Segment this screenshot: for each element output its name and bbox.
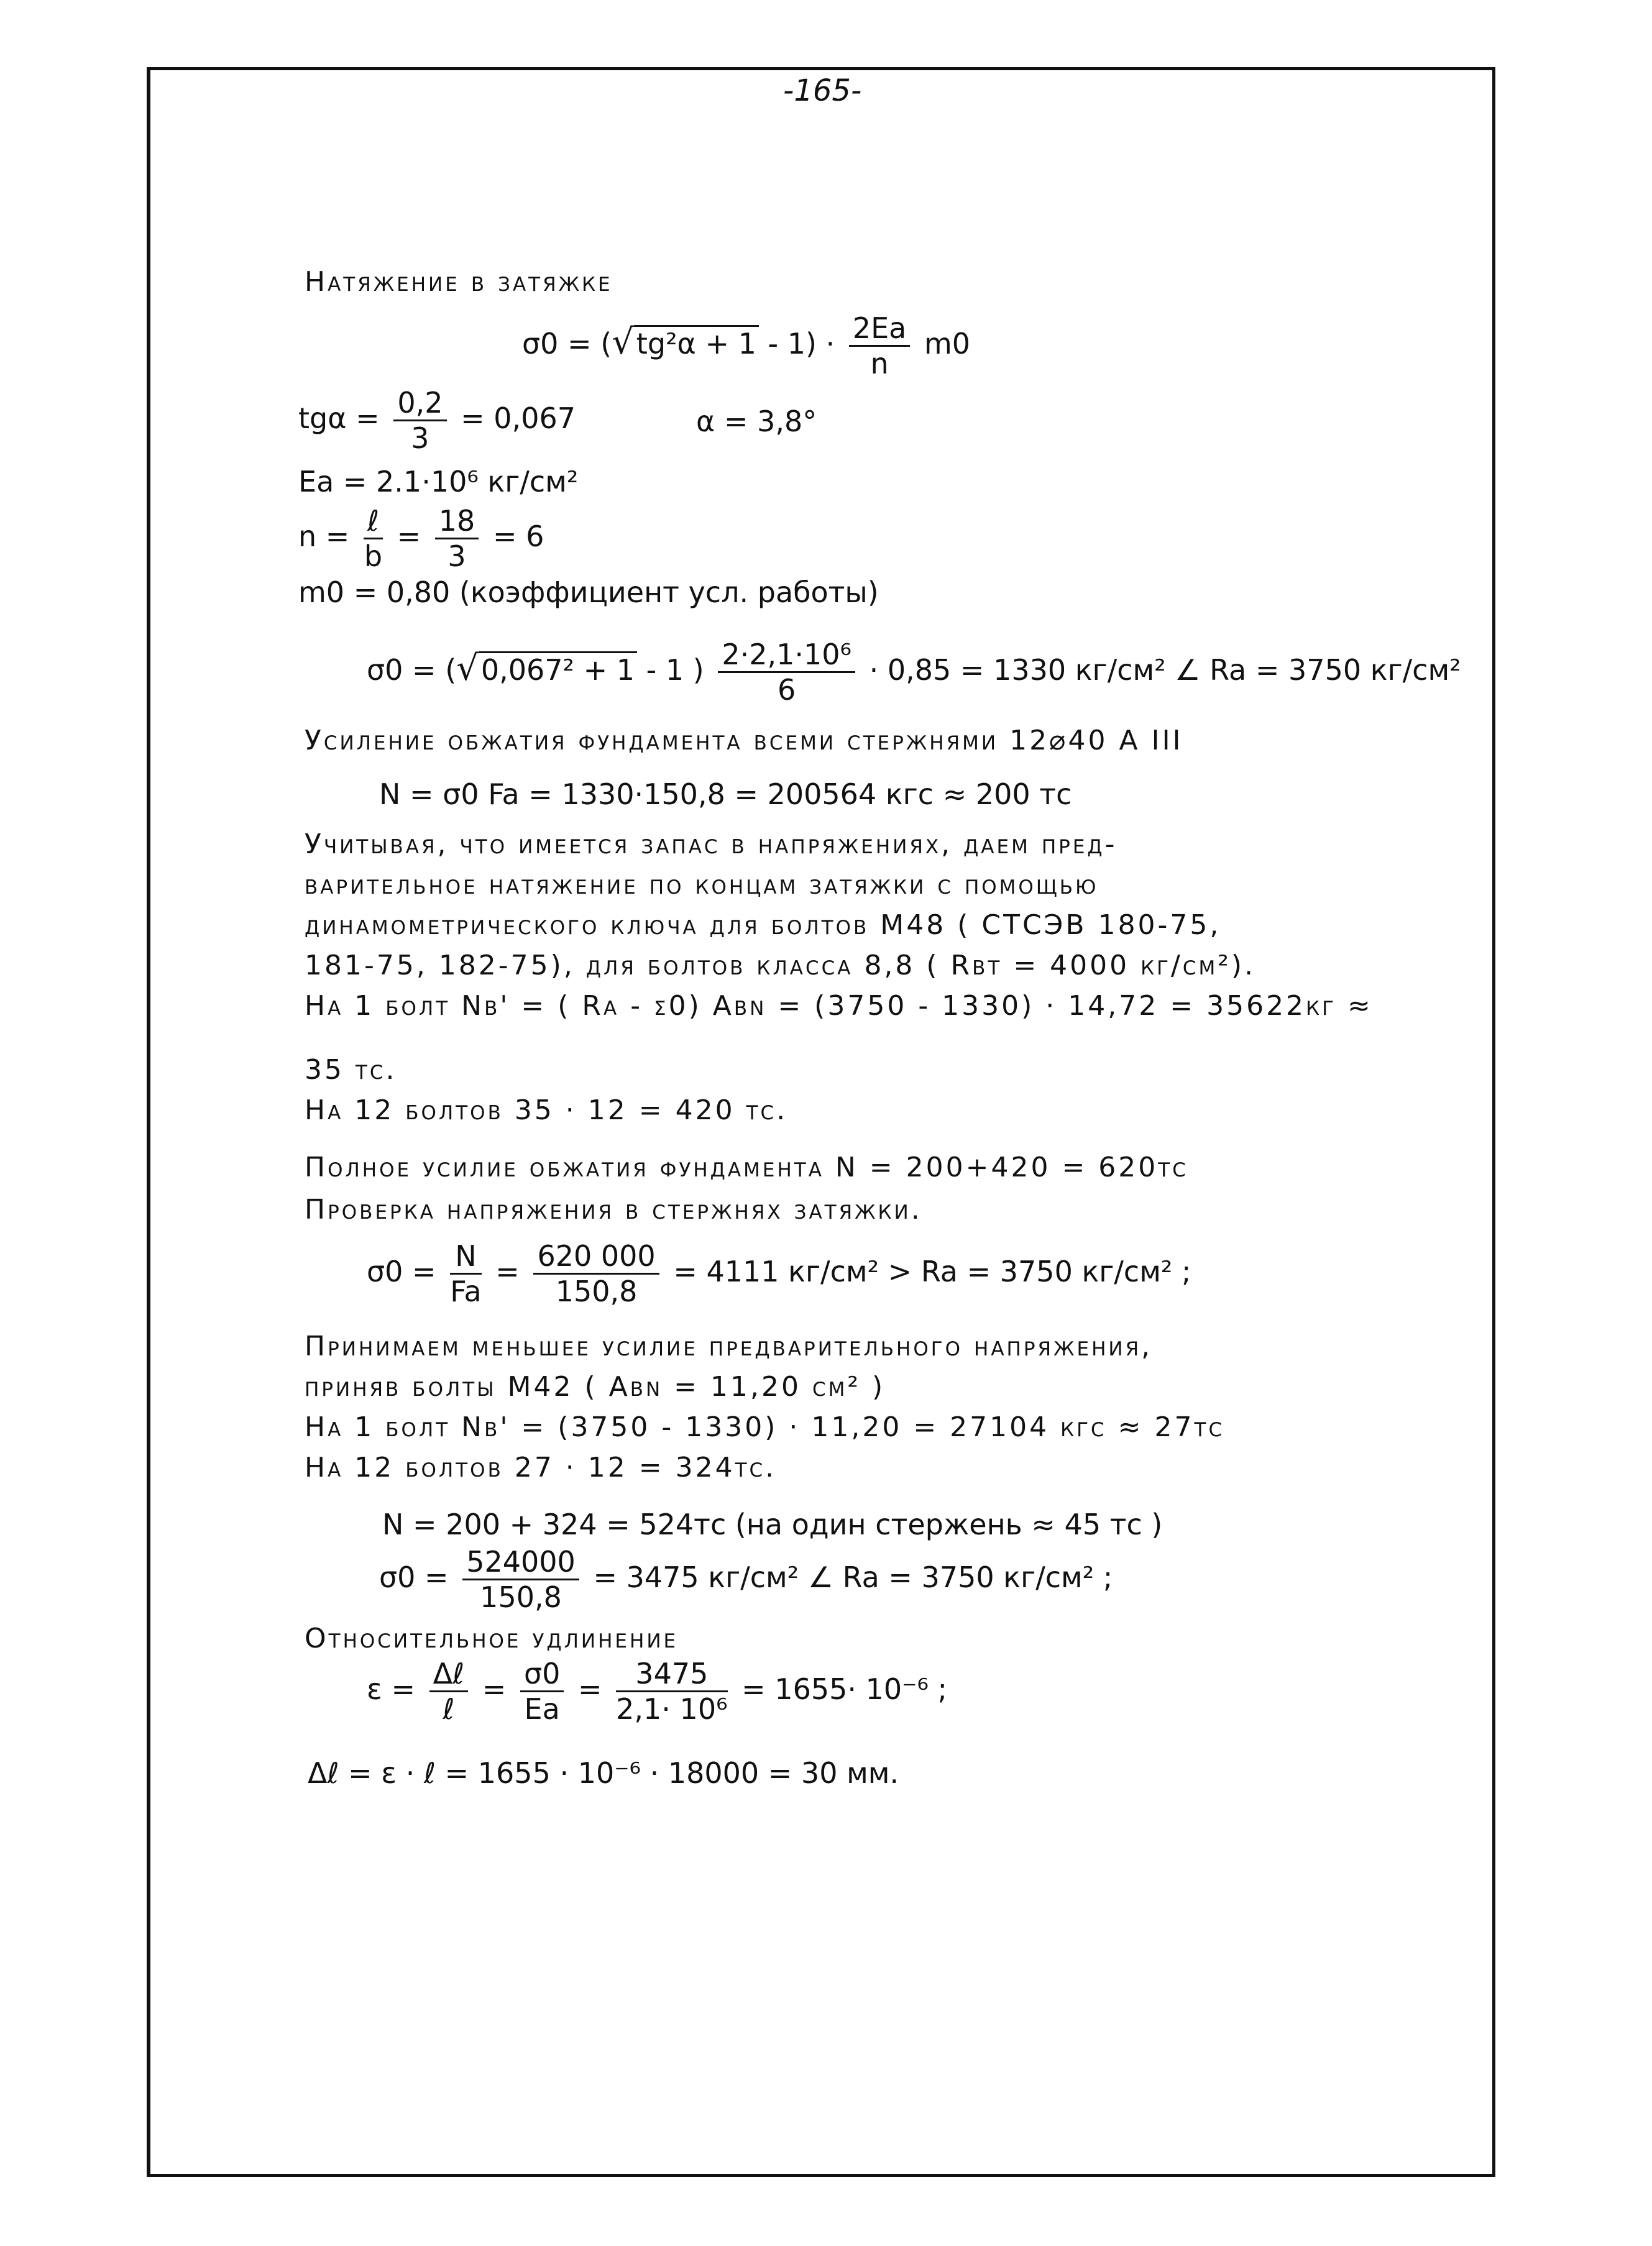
calc-lhs: σ0 = (	[367, 653, 457, 687]
final-num: 524000	[462, 1547, 579, 1580]
calc-radicand: 0,067² + 1	[479, 651, 637, 684]
fraction-den: n	[870, 347, 889, 380]
paragraph-line-4: 181-75, 182-75), для болтов класса 8,8 ( Rbt = 4000 кг/см²).	[305, 950, 1256, 981]
check-lhs: σ0 =	[367, 1255, 436, 1288]
n-fraction-2	[435, 506, 479, 571]
eps-num1: Δℓ	[429, 1659, 468, 1692]
check-rhs: = 4111 кг/см² > Ra = 3750 кг/см² ;	[673, 1255, 1191, 1288]
accept-line-1: Принимаем меньшее усилие предварительного напряжения,	[305, 1331, 1153, 1362]
final-den: 150,8	[480, 1580, 562, 1614]
tg-rhs: = 0,067	[461, 401, 576, 435]
paragraph-line-5: На 1 болт Nb' = ( Ra - σ0) Abn = (3750 - 1330) · 14,72 = 35622кг ≈	[305, 990, 1373, 1022]
accept-line-4: На 12 болтов 27 · 12 = 324тс.	[305, 1452, 777, 1483]
eps-fraction-1	[429, 1657, 468, 1726]
formula-tg-alpha	[298, 386, 576, 455]
tg-num: 0,2	[393, 388, 446, 421]
n-lhs: n =	[298, 520, 350, 553]
total-compression: Полное усилие обжатия фундамента N = 200+420 = 620тс	[305, 1152, 1188, 1183]
bolt-35: 35 тс.	[305, 1054, 397, 1086]
delta-l: Δℓ = ε · ℓ = 1655 · 10⁻⁶ · 18000 = 30 мм.	[308, 1756, 899, 1790]
paragraph-line-2: варительное натяжение по концам затяжки с помощью	[305, 869, 1099, 901]
eps-eq2: =	[577, 1672, 602, 1706]
fraction-num: 2Ea	[849, 314, 911, 347]
formula-lhs: σ0 = (	[522, 327, 612, 360]
formula-mid: - 1) ·	[768, 327, 835, 360]
formula-sigma-calc	[367, 638, 1461, 707]
eps-num3: 3475	[616, 1659, 727, 1692]
check-den1: Fa	[450, 1275, 482, 1308]
check-eq: =	[495, 1255, 520, 1288]
sqrt-icon: √	[456, 648, 479, 689]
page-number: -165-	[783, 73, 862, 108]
n-den1: b	[364, 539, 383, 573]
eps-rhs: = 1655· 10⁻⁶ ;	[741, 1672, 948, 1706]
formula-sigma-final	[379, 1545, 1113, 1614]
formula-fraction	[849, 311, 911, 380]
eps-den1: ℓ	[443, 1692, 455, 1726]
eps-lhs: ε =	[367, 1672, 416, 1706]
bolts-12: На 12 болтов 35 · 12 = 420 тс.	[305, 1094, 788, 1126]
heading-tension: Натяжение в затяжке	[305, 266, 613, 298]
paragraph-line-1: Учитывая, что имеется запас в напряжениях, даем пред-	[305, 828, 1117, 860]
final-fraction	[462, 1545, 579, 1614]
accept-line-3: На 1 болт Nb' = (3750 - 1330) · 11,20 = 27104 кгс ≈ 27тс	[305, 1411, 1225, 1443]
n-force: N = σ0 Fa = 1330·150,8 = 200564 кгс ≈ 200 тс	[379, 777, 1072, 811]
check-fraction-1	[450, 1239, 482, 1308]
eps-eq1: =	[482, 1672, 507, 1706]
elongation-heading: Относительное удлинение	[305, 1623, 679, 1654]
eps-fraction-2	[520, 1657, 564, 1726]
n-rhs: = 6	[492, 520, 544, 553]
alpha-value: α = 3,8°	[696, 405, 817, 438]
calc-rhs: · 0,85 = 1330 кг/см² ∠ Ra = 3750 кг/см²	[869, 653, 1461, 687]
eps-num2: σ0	[520, 1659, 564, 1692]
paragraph-line-3: динамометрического ключа для болтов M48 ( СТСЭВ 180-75,	[305, 909, 1221, 941]
m0-value: m0 = 0,80 (коэффициент усл. работы)	[298, 575, 879, 609]
check-num1: N	[450, 1242, 481, 1275]
accept-line-2: приняв болты M42 ( Abn = 11,20 см² )	[305, 1371, 886, 1403]
eps-den2: Ea	[524, 1692, 560, 1726]
formula-sigma-check	[367, 1239, 1191, 1308]
check-fraction-2	[533, 1239, 659, 1308]
n-total: N = 200 + 324 = 524тс (на один стержень ≈ 45 тс )	[382, 1508, 1163, 1541]
formula-sigma0	[522, 311, 971, 380]
check-den2: 150,8	[555, 1275, 638, 1308]
tg-den: 3	[411, 421, 429, 455]
calc-fraction	[718, 638, 855, 707]
formula-n	[298, 506, 544, 571]
n-num1: ℓ	[364, 506, 383, 539]
tg-lhs: tgα =	[298, 401, 380, 435]
n-num2: 18	[435, 506, 479, 539]
sqrt-icon: √	[612, 322, 634, 362]
tg-fraction	[393, 386, 446, 455]
n-eq: =	[397, 520, 421, 553]
calc-den: 6	[778, 673, 796, 707]
check-num2: 620 000	[533, 1242, 659, 1275]
final-rhs: = 3475 кг/см² ∠ Ra = 3750 кг/см² ;	[593, 1561, 1113, 1594]
final-lhs: σ0 =	[379, 1561, 449, 1594]
n-den2: 3	[447, 539, 466, 573]
formula-epsilon	[367, 1657, 948, 1726]
formula-radicand: tg²α + 1	[634, 325, 759, 358]
eps-den3: 2,1· 10⁶	[616, 1692, 728, 1726]
stress-check: Проверка напряжения в стержнях затяжки.	[305, 1194, 922, 1226]
ea-value: Ea = 2.1·10⁶ кг/см²	[298, 465, 579, 498]
formula-tail: m0	[924, 327, 971, 360]
eps-fraction-3	[616, 1657, 728, 1726]
heading-compression: Усиление обжатия фундамента всеми стержнями 12⌀40 A III	[305, 725, 1183, 756]
calc-num: 2·2,1·10⁶	[718, 640, 855, 673]
calc-mid: - 1 )	[646, 653, 704, 687]
n-fraction-1	[364, 506, 383, 571]
